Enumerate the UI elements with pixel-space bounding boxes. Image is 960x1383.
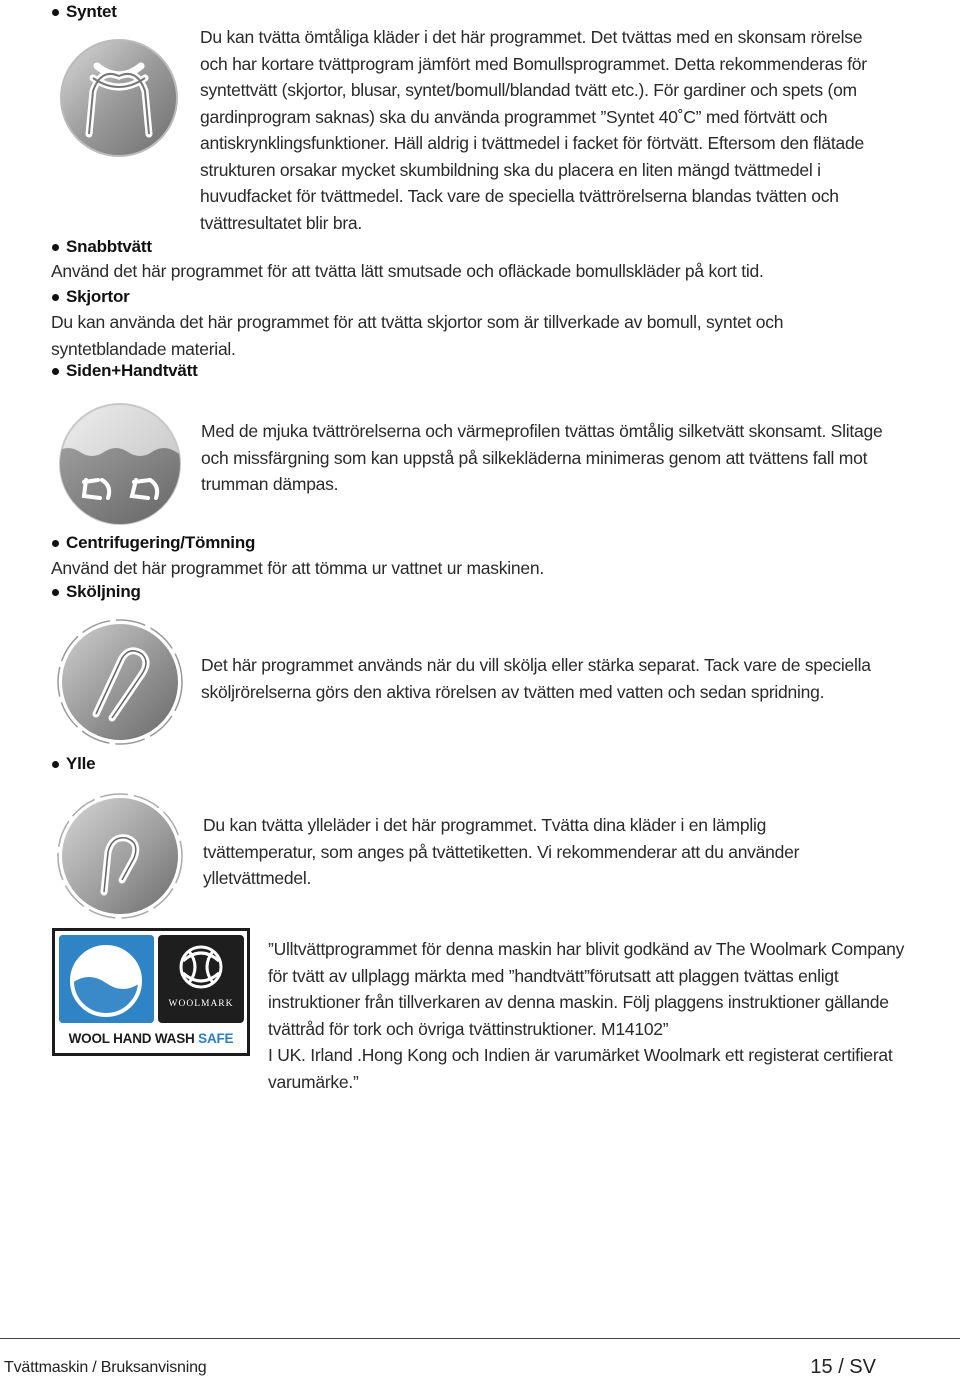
footer-document-title: Tvättmaskin / Bruksanvisning [4, 1359, 207, 1376]
skjortor-title: Skjortor [66, 287, 130, 306]
wool-hand-wash-label [55, 1031, 247, 1046]
syntet-heading [52, 2, 117, 22]
skoljning-heading [52, 582, 141, 602]
wool-program-icon [56, 792, 184, 920]
woolmark-logo-word: WOOLMARK [168, 999, 234, 1009]
centrifugering-heading [52, 533, 255, 553]
woolmark-statement [268, 936, 908, 1095]
ylle-heading [52, 754, 95, 774]
bullet [52, 294, 59, 301]
bullet [52, 9, 59, 16]
snabbtvatt-title: Snabbtvätt [66, 237, 152, 256]
snabbtvatt-heading [52, 237, 152, 257]
bullet [52, 368, 59, 375]
bullet [52, 761, 59, 768]
siden-heading [52, 361, 198, 381]
siden-title: Siden+Handtvätt [66, 361, 198, 380]
ylle-description: Du kan tvätta ylleläder i det här programmet. Tvätta dina kläder i en lämplig tvättemperatur, som anges på tvättetiketten. Vi rekommenderar att du använder ylletvättmedel. [203, 815, 800, 888]
syntet-title: Syntet [66, 2, 117, 21]
label-accent: SAFE [198, 1031, 234, 1046]
bullet [52, 244, 59, 251]
ylle-title: Ylle [66, 754, 96, 773]
rinse-program-icon [56, 618, 184, 746]
centrifugering-title: Centrifugering/Tömning [66, 533, 256, 552]
woolmark-logo [158, 935, 244, 1023]
syntet-description: Du kan tvätta ömtåliga kläder i det här programmet. Det tvättas med en skonsam rörelse och har kortare tvättprogram jämfört med Bomullsprogrammet. Detta rekommenderas för syntettvätt (skjortor, blusar, syntet/bomull/blandad tvätt etc.). För gardiner och spets (om gardinprogram saknas) ska du använda programmet ”Syntet 40˚C” med förtvätt och antiskrynklingsfunktioner. Häll aldrig i tvättmedel i facket för förtvätt. Eftersom den flätade strukturen orsakar mycket skumbildning ska du placera en liten mängd tvättmedel i huvudfacket för tvättmedel. Tack vare de speciella tvättrörelserna blandas tvätten och tvättresultatet blir bra. [200, 27, 867, 233]
silk-handwash-icon [56, 400, 184, 528]
siden-description: Med de mjuka tvättrörelserna och värmeprofilen tvättas ömtålig silketvätt skonsamt. Slitage och missfärgning som kan uppstå på silkekläderna minimeras genom att tvättens fall mot trumman dämpas. [201, 421, 883, 494]
centrifugering-description: Använd det här programmet för att tömma ur vattnet ur maskinen. [51, 558, 544, 578]
snabbtvatt-description: Använd det här programmet för att tvätta lätt smutsade och ofläckade bomullskläder på kort tid. [51, 261, 764, 281]
skoljning-description: Det här programmet används när du vill skölja eller stärka separat. Tack vare de speciella sköljrörelserna görs den aktiva rörelsen av tvätten med vatten och sedan spridning. [201, 655, 871, 702]
wool-ball-icon [158, 935, 244, 997]
skjortor-heading [52, 287, 130, 307]
footer-divider [0, 1338, 960, 1339]
footer-page-number: 15 / SV [810, 1356, 876, 1378]
bullet [52, 540, 59, 547]
synthetic-program-icon [57, 36, 181, 160]
wash-tub-icon [59, 935, 154, 1023]
woolmark-quote: ”Ulltvättprogrammet för denna maskin har blivit godkänd av The Woolmark Company för tvätt av ullplagg märkta med ”handtvätt”förutsatt att plaggen tvättas enligt instruktioner från tillverkaren av denna maskin. Följ plaggens instruktioner gällande tvättråd för tork och övriga tvättinstruktioner. M14102” [268, 939, 905, 1039]
bullet [52, 589, 59, 596]
skoljning-title: Sköljning [66, 582, 141, 601]
skjortor-description: Du kan använda det här programmet för att tvätta skjortor som är tillverkade av bomull, syntet och syntetblandade material. [51, 312, 784, 359]
woolmark-badge [52, 928, 250, 1056]
woolmark-trademark: I UK. Irland .Hong Kong och Indien är varumärket Woolmark ett registerat certifierat varumärke.” [268, 1045, 893, 1092]
label-main: WOOL HAND WASH [68, 1031, 199, 1046]
